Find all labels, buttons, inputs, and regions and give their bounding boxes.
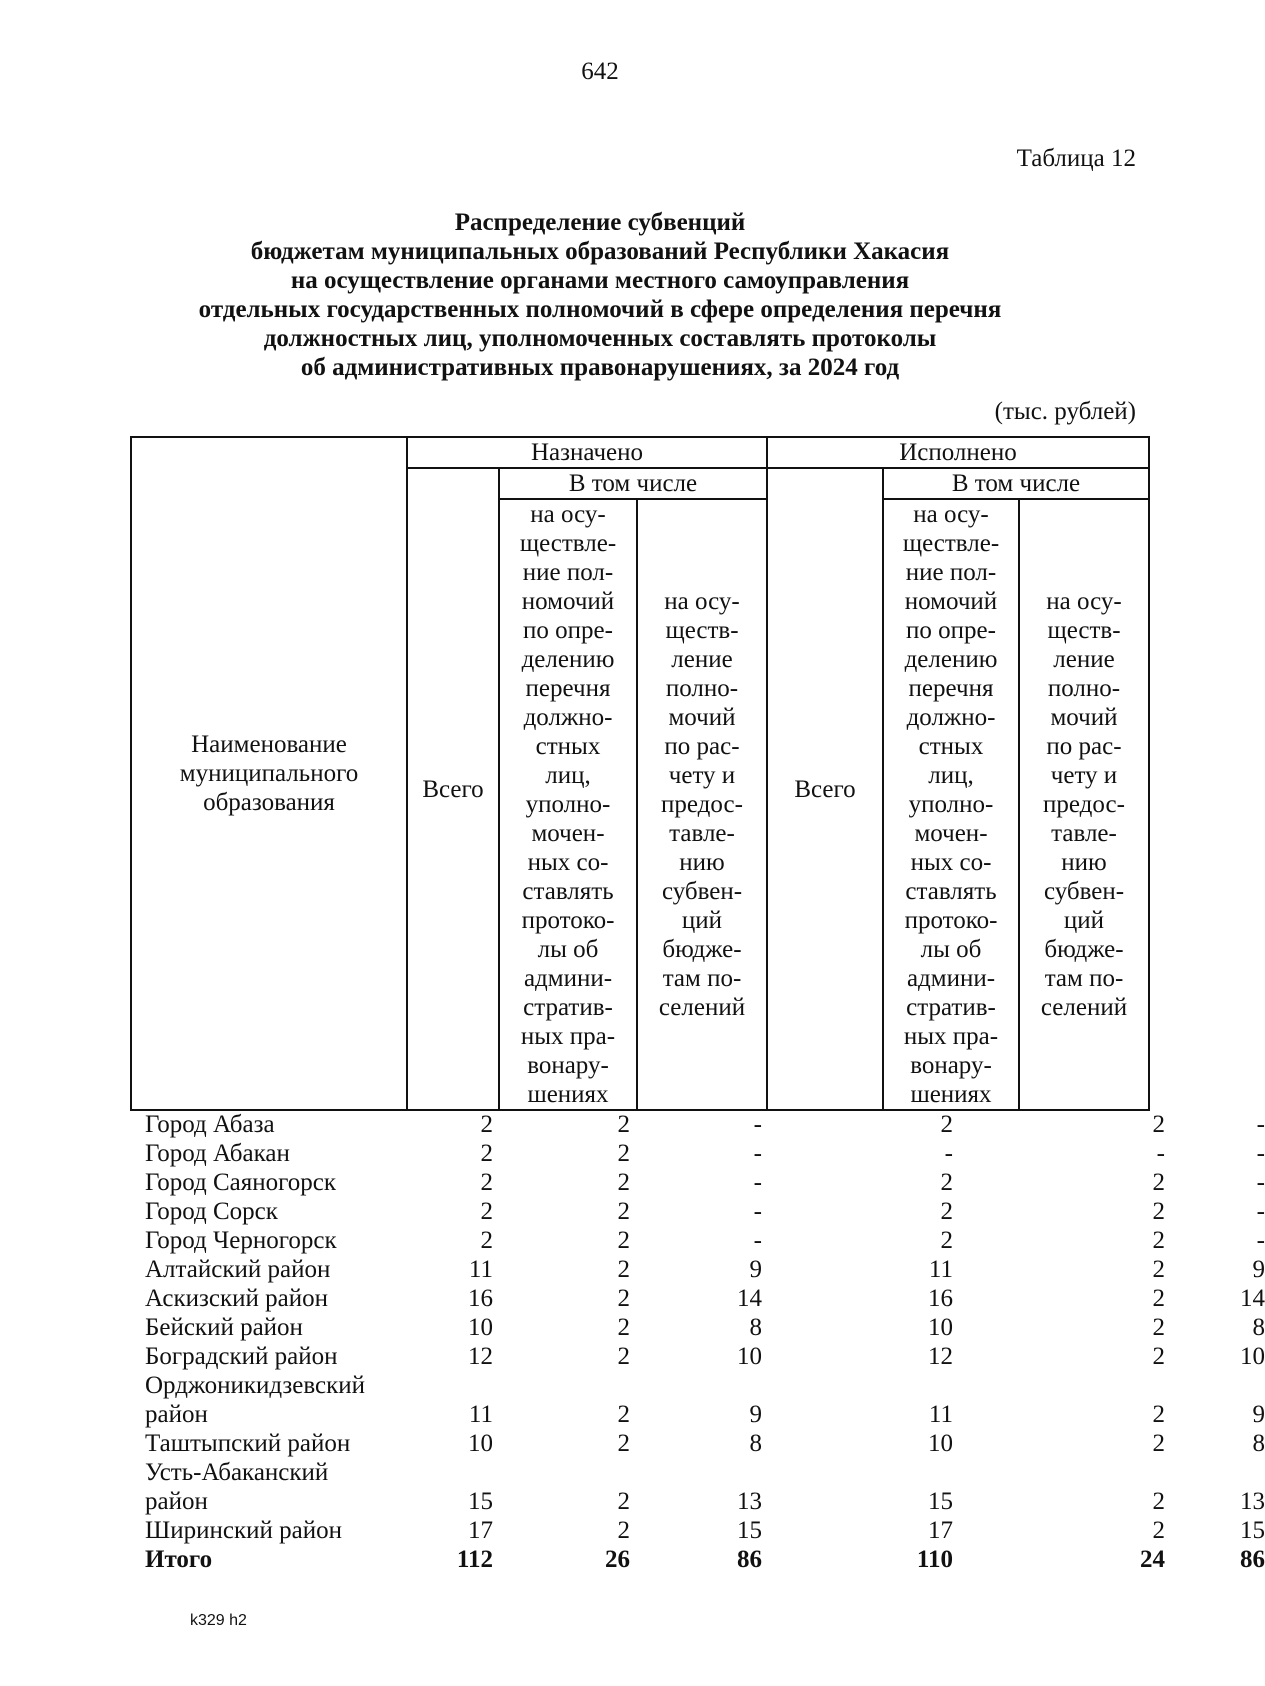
header-executed-subventions: на осу- ществ- ление полно- мочий по рас- чету и предос- тавле- нию субвен- ций бюдже- там по- селений xyxy=(1019,499,1149,1110)
executed-total-cell: 2 xyxy=(940,1198,953,1225)
executed-total-cell: 12 xyxy=(928,1343,953,1370)
assigned-subventions-cell: - xyxy=(753,1169,762,1196)
executed-protocols-cell: 2 xyxy=(1152,1227,1165,1254)
assigned-total-cell: 10 xyxy=(468,1314,493,1341)
executed-protocols-cell: 2 xyxy=(1152,1343,1165,1370)
assigned-subventions-cell: 14 xyxy=(737,1285,762,1312)
executed-protocols-cell: 2 xyxy=(1152,1430,1165,1457)
assigned-total-cell: 11 xyxy=(468,1256,493,1283)
executed-subventions-cell: 14 xyxy=(1240,1285,1265,1312)
row-name: Усть-Абаканский район xyxy=(145,1459,329,1515)
header-assigned-total: Всего xyxy=(407,468,499,1110)
assigned-total-cell: 10 xyxy=(468,1430,493,1457)
table-body xyxy=(145,1110,1265,1574)
executed-subventions-cell: - xyxy=(1256,1227,1265,1254)
assigned-total-cell: 12 xyxy=(468,1343,493,1370)
executed-subventions-cell: 8 xyxy=(1252,1430,1265,1457)
executed-total-cell: 17 xyxy=(928,1517,953,1544)
assigned-total-cell: 11 xyxy=(468,1401,493,1428)
assigned-total-cell: 2 xyxy=(480,1140,493,1167)
assigned-total-cell: 2 xyxy=(480,1169,493,1196)
header-executed-protocols: на осу- ществле- ние пол- номочий по опре- делению перечня должно- стных лиц, уполно- мочен- ных со- ставлять протоко- лы об админи- стратив- ных пра- вонару- шениях xyxy=(883,499,1019,1110)
table-row xyxy=(145,1458,1265,1516)
table-row xyxy=(145,1197,1265,1226)
executed-subventions-cell: 9 xyxy=(1252,1401,1265,1428)
row-name: Город Сорск xyxy=(145,1198,278,1225)
row-name: Таштыпский район xyxy=(145,1430,351,1457)
executed-protocols-cell: 24 xyxy=(1140,1546,1165,1573)
assigned-subventions-cell: - xyxy=(753,1140,762,1167)
executed-total-cell: 15 xyxy=(928,1488,953,1515)
assigned-protocols-cell: 2 xyxy=(617,1285,630,1312)
assigned-total-cell: 16 xyxy=(468,1285,493,1312)
total-label: Итого xyxy=(145,1546,213,1573)
assigned-protocols-cell: 2 xyxy=(617,1343,630,1370)
assigned-total-cell: 112 xyxy=(456,1546,493,1573)
assigned-subventions-cell: 10 xyxy=(737,1343,762,1370)
row-name: Город Абаза xyxy=(145,1111,275,1138)
page-number: 642 xyxy=(581,58,619,85)
executed-total-cell: 10 xyxy=(928,1430,953,1457)
table-header xyxy=(130,436,1150,1111)
title-line: бюджетам муниципальных образований Республики Хакасия xyxy=(250,238,950,265)
executed-protocols-cell: 2 xyxy=(1152,1517,1165,1544)
executed-total-cell: 10 xyxy=(928,1314,953,1341)
row-name: Бейский район xyxy=(145,1314,303,1341)
header-executed: Исполнено xyxy=(767,437,1149,468)
header-executed-total: Всего xyxy=(767,468,883,1110)
units-label: (тыс. рублей) xyxy=(994,398,1136,425)
executed-subventions-cell: - xyxy=(1256,1111,1265,1138)
assigned-protocols-cell: 26 xyxy=(605,1546,630,1573)
row-name: Боградский район xyxy=(145,1343,338,1370)
executed-protocols-cell: - xyxy=(1156,1140,1165,1167)
assigned-protocols-cell: 2 xyxy=(617,1488,630,1515)
table-row xyxy=(145,1139,1265,1168)
executed-subventions-cell: 10 xyxy=(1240,1343,1265,1370)
table-row xyxy=(145,1342,1265,1371)
header-executed-including: В том числе xyxy=(883,468,1149,499)
executed-subventions-cell: - xyxy=(1256,1140,1265,1167)
executed-total-cell: 2 xyxy=(940,1111,953,1138)
header-assigned-including: В том числе xyxy=(499,468,767,499)
assigned-protocols-cell: 2 xyxy=(617,1401,630,1428)
executed-protocols-cell: 2 xyxy=(1152,1285,1165,1312)
row-name: Ширинский район xyxy=(145,1517,342,1544)
document-title xyxy=(100,208,1100,382)
header-name-column: Наименование муниципального образования xyxy=(131,437,407,1110)
assigned-subventions-cell: 8 xyxy=(749,1430,762,1457)
assigned-protocols-cell: 2 xyxy=(617,1256,630,1283)
row-name: Город Черногорск xyxy=(145,1227,337,1254)
executed-subventions-cell: 9 xyxy=(1252,1256,1265,1283)
assigned-total-cell: 2 xyxy=(480,1227,493,1254)
assigned-protocols-cell: 2 xyxy=(617,1198,630,1225)
executed-subventions-cell: 13 xyxy=(1240,1488,1265,1515)
executed-total-cell: - xyxy=(944,1140,953,1167)
footer-code: k329 h2 xyxy=(190,1612,247,1629)
assigned-subventions-cell: 9 xyxy=(749,1256,762,1283)
executed-subventions-cell: 15 xyxy=(1240,1517,1265,1544)
row-name: Алтайский район xyxy=(145,1256,331,1283)
assigned-subventions-cell: - xyxy=(753,1227,762,1254)
row-name: Город Абакан xyxy=(145,1140,290,1167)
assigned-subventions-cell: 86 xyxy=(737,1546,762,1573)
header-assigned-subventions: на осу- ществ- ление полно- мочий по рас- чету и предос- тавле- нию субвен- ций бюдже- там по- селений xyxy=(637,499,767,1110)
title-line: на осуществление органами местного самоуправления xyxy=(290,267,910,294)
row-name: Аскизский район xyxy=(145,1285,329,1312)
executed-total-cell: 11 xyxy=(928,1401,953,1428)
executed-subventions-cell: 86 xyxy=(1240,1546,1265,1573)
title-line: Распределение субвенций xyxy=(454,209,746,236)
assigned-total-cell: 17 xyxy=(468,1517,493,1544)
assigned-protocols-cell: 2 xyxy=(617,1140,630,1167)
title-line: об административных правонарушениях, за 2024 год xyxy=(300,354,900,381)
table-row xyxy=(145,1226,1265,1255)
assigned-subventions-cell: 8 xyxy=(749,1314,762,1341)
executed-total-cell: 110 xyxy=(916,1546,953,1573)
executed-total-cell: 16 xyxy=(928,1285,953,1312)
title-line: должностных лиц, уполномоченных составлять протоколы xyxy=(263,325,937,352)
assigned-subventions-cell: 15 xyxy=(737,1517,762,1544)
assigned-total-cell: 2 xyxy=(480,1111,493,1138)
executed-protocols-cell: 2 xyxy=(1152,1169,1165,1196)
assigned-protocols-cell: 2 xyxy=(617,1314,630,1341)
assigned-subventions-cell: - xyxy=(753,1111,762,1138)
assigned-subventions-cell: - xyxy=(753,1198,762,1225)
table-row xyxy=(145,1168,1265,1197)
title-line: отдельных государственных полномочий в сфере определения перечня xyxy=(198,296,1002,323)
table-row xyxy=(145,1313,1265,1342)
table-row xyxy=(145,1371,1265,1429)
executed-subventions-cell: - xyxy=(1256,1169,1265,1196)
assigned-protocols-cell: 2 xyxy=(617,1517,630,1544)
executed-total-cell: 2 xyxy=(940,1169,953,1196)
executed-protocols-cell: 2 xyxy=(1152,1314,1165,1341)
executed-total-cell: 11 xyxy=(928,1256,953,1283)
assigned-subventions-cell: 13 xyxy=(737,1488,762,1515)
table-row xyxy=(145,1110,1265,1139)
executed-protocols-cell: 2 xyxy=(1152,1198,1165,1225)
total-row xyxy=(145,1545,1265,1574)
header-assigned-protocols: на осу- ществле- ние пол- номочий по опре- делению перечня должно- стных лиц, уполно- мочен- ных со- ставлять протоко- лы об админи- стратив- ных пра- вонару- шениях xyxy=(499,499,637,1110)
table-row xyxy=(145,1429,1265,1458)
executed-total-cell: 2 xyxy=(940,1227,953,1254)
table-row xyxy=(145,1255,1265,1284)
row-name: Город Саяногорск xyxy=(145,1169,337,1196)
row-name: Орджоникидзевский район xyxy=(145,1372,366,1428)
assigned-total-cell: 15 xyxy=(468,1488,493,1515)
assigned-total-cell: 2 xyxy=(480,1198,493,1225)
assigned-protocols-cell: 2 xyxy=(617,1169,630,1196)
table-label: Таблица 12 xyxy=(1016,145,1136,172)
table-row xyxy=(145,1284,1265,1313)
table-row xyxy=(145,1516,1265,1545)
executed-protocols-cell: 2 xyxy=(1152,1111,1165,1138)
header-assigned: Назначено xyxy=(407,437,767,468)
executed-protocols-cell: 2 xyxy=(1152,1256,1165,1283)
assigned-protocols-cell: 2 xyxy=(617,1430,630,1457)
executed-subventions-cell: - xyxy=(1256,1198,1265,1225)
executed-protocols-cell: 2 xyxy=(1152,1401,1165,1428)
assigned-protocols-cell: 2 xyxy=(617,1111,630,1138)
assigned-subventions-cell: 9 xyxy=(749,1401,762,1428)
assigned-protocols-cell: 2 xyxy=(617,1227,630,1254)
executed-protocols-cell: 2 xyxy=(1152,1488,1165,1515)
executed-subventions-cell: 8 xyxy=(1252,1314,1265,1341)
